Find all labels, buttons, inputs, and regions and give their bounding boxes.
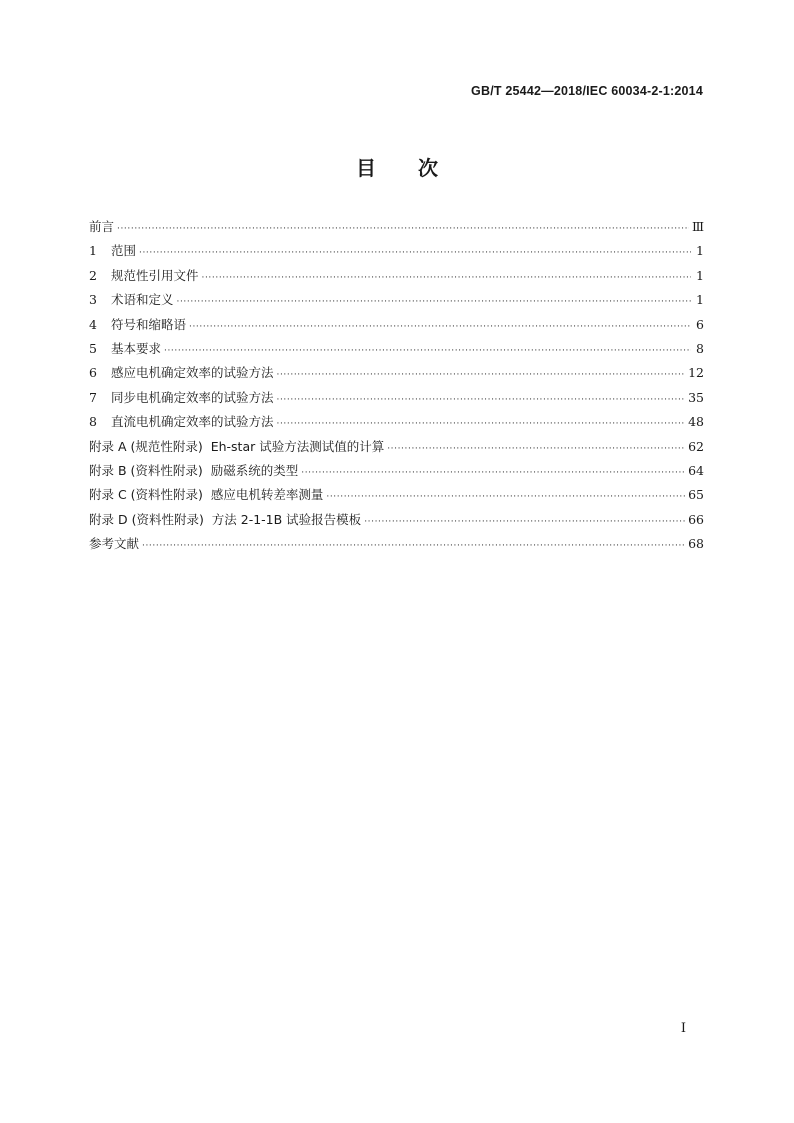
toc-entry-7[interactable] <box>89 386 704 410</box>
toc-leader-dots <box>364 510 685 534</box>
toc-entry-8[interactable] <box>89 410 704 434</box>
page-number-footer: I <box>680 1021 686 1036</box>
toc-entry-title: 附录 C (资料性附录) 感应电机转差率测量 <box>89 487 324 503</box>
toc-page-number: 65 <box>688 487 704 503</box>
toc-entry-2[interactable] <box>89 264 704 288</box>
toc-entry-annex-d[interactable] <box>89 508 704 532</box>
toc-leader-dots <box>139 241 691 265</box>
title-char-1: 目 <box>356 156 376 180</box>
toc-entry-number: 2 <box>89 267 97 283</box>
toc-page-number: 48 <box>688 414 704 430</box>
toc-page-number: 1 <box>696 267 704 283</box>
toc-entry-title: 规范性引用文件 <box>111 267 199 283</box>
toc-entry-1[interactable] <box>89 239 704 263</box>
toc-entry-title: 直流电机确定效率的试验方法 <box>111 414 274 430</box>
toc-leader-dots <box>387 437 685 461</box>
toc-entry-number: 7 <box>89 389 97 405</box>
table-of-contents <box>89 215 704 556</box>
toc-entry-number: 5 <box>89 340 97 356</box>
toc-entry-title: 附录 A (规范性附录) Eh-star 试验方法测试值的计算 <box>89 438 385 454</box>
toc-entry-title: 符号和缩略语 <box>111 316 187 332</box>
toc-entry-3[interactable] <box>89 288 704 312</box>
toc-leader-dots <box>177 290 691 314</box>
toc-page-number: 68 <box>688 536 704 552</box>
toc-page-number: 62 <box>688 438 704 454</box>
toc-entry-title: 前言 <box>89 219 115 234</box>
toc-entry-annex-a[interactable] <box>89 435 704 459</box>
toc-entry-bibliography[interactable] <box>89 532 704 556</box>
toc-entry-number: 6 <box>89 365 97 381</box>
toc-leader-dots <box>142 534 685 558</box>
toc-entry-title: 基本要求 <box>111 340 162 356</box>
toc-entry-5[interactable] <box>89 337 704 361</box>
toc-leader-dots <box>202 266 691 290</box>
toc-entry-title: 同步电机确定效率的试验方法 <box>111 389 274 405</box>
toc-page-number: 1 <box>696 292 704 308</box>
toc-page-number: 1 <box>696 243 704 259</box>
toc-leader-dots <box>301 461 685 485</box>
toc-leader-dots <box>117 217 689 241</box>
toc-leader-dots <box>164 339 691 363</box>
toc-page-number: 35 <box>688 389 704 405</box>
page-title <box>0 152 794 181</box>
toc-entry-title: 附录 B (资料性附录) 励磁系统的类型 <box>89 462 299 478</box>
title-char-2: 次 <box>418 156 438 180</box>
toc-leader-dots <box>277 388 686 412</box>
standard-number-header: GB/T 25442—2018/IEC 60034-2-1:2014 <box>471 84 703 98</box>
toc-leader-dots <box>277 412 686 436</box>
toc-entry-title: 术语和定义 <box>111 292 174 308</box>
toc-entry-title: 参考文献 <box>89 536 140 552</box>
toc-page-number: 12 <box>688 365 704 381</box>
toc-entry-6[interactable] <box>89 361 704 385</box>
toc-entry-title: 感应电机确定效率的试验方法 <box>111 365 274 381</box>
toc-entry-number: 4 <box>89 316 97 332</box>
toc-entry-annex-c[interactable] <box>89 483 704 507</box>
toc-entry-title: 附录 D (资料性附录) 方法 2-1-1B 试验报告模板 <box>89 511 362 527</box>
toc-page-number: 6 <box>696 316 704 332</box>
toc-entry-foreword[interactable] <box>89 215 704 239</box>
toc-entry-annex-b[interactable] <box>89 459 704 483</box>
toc-entry-4[interactable] <box>89 313 704 337</box>
toc-entry-title: 范围 <box>111 243 137 259</box>
toc-page-number: 8 <box>696 340 704 356</box>
toc-page-number: 66 <box>688 511 704 527</box>
toc-entry-number: 3 <box>89 292 97 308</box>
toc-leader-dots <box>277 363 686 387</box>
toc-page-number: 64 <box>688 462 704 478</box>
toc-entry-number: 1 <box>89 243 97 259</box>
toc-entry-number: 8 <box>89 414 97 430</box>
toc-leader-dots <box>326 485 685 509</box>
toc-leader-dots <box>189 315 691 339</box>
toc-page-number: Ⅲ <box>691 219 704 234</box>
